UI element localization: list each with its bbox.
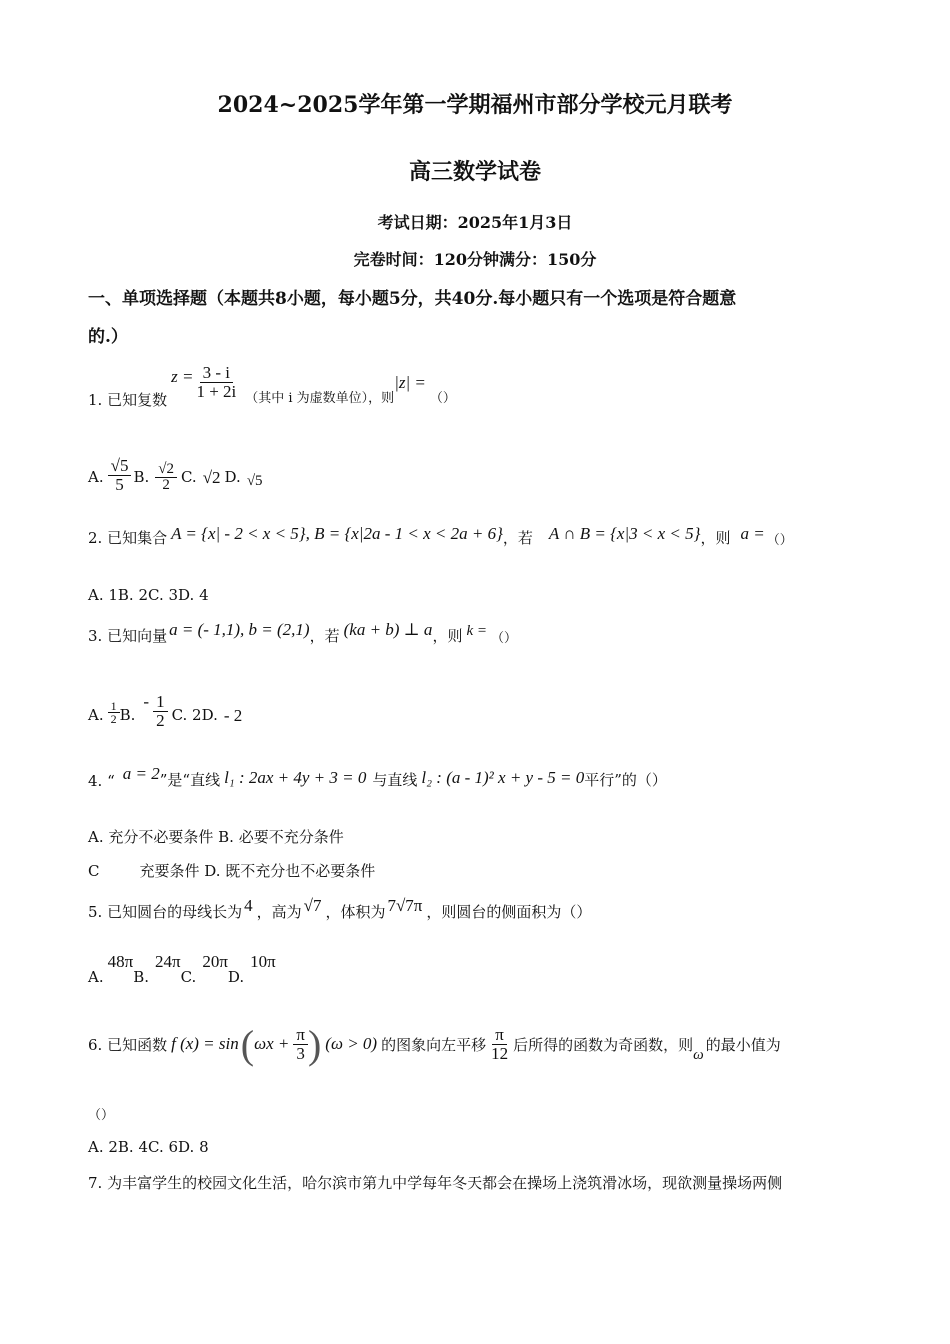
q5-opt-b: B.: [133, 968, 149, 986]
q1-opt-b: B.: [133, 468, 150, 486]
q1-abs: |z| =: [394, 373, 426, 392]
q3-mid: ，若: [309, 627, 340, 645]
exam-subtitle: 高三数学试卷: [408, 159, 541, 185]
q6-paren: （）: [88, 1108, 115, 1123]
q1-opt-d: D.: [224, 468, 241, 486]
q3-opt-a-num: 1: [108, 700, 120, 714]
q3-vectors: a = (- 1,1), b = (2,1): [169, 620, 310, 639]
q4-prefix: 4. “: [88, 772, 115, 790]
q5-volume: 7√7π: [387, 896, 423, 915]
q2-ask: a =: [740, 524, 765, 543]
q5-opt-a: A.: [88, 968, 104, 986]
q6-options: A. 2B. 4C. 6D. 8: [88, 1138, 209, 1156]
q6-end1: 后所得的函数为奇函数，则: [513, 1035, 694, 1054]
q1-opt-c: C.: [180, 468, 197, 486]
q5-opt-a-val: 48π: [107, 952, 134, 971]
q3-opt-c: C. 2D.: [171, 706, 218, 724]
q1-opt-b-den: 2: [162, 477, 170, 494]
q5-prefix: 5. 已知圆台的母线长为: [88, 903, 243, 921]
q3-cond: (ka + b) ⊥ a: [343, 620, 433, 639]
question-6: [88, 1014, 781, 1074]
q1-opt-c-val: √2: [202, 468, 221, 487]
q4-options-line2: [88, 860, 375, 881]
q6-shift-num: π: [492, 1026, 507, 1045]
q6-phase-frac: [293, 1026, 308, 1063]
section-heading-line1: 一、单项选择题（本题共8小题，每小题5分，共40分.每小题只有一个选项是符合题意: [88, 289, 737, 309]
q5-height: √7: [303, 896, 322, 915]
q3-prefix: 3. 已知向量: [88, 627, 168, 645]
section-heading-line2: 的.）: [88, 327, 128, 347]
q3-opt-a: A.: [88, 706, 104, 724]
q2-paren: （）: [766, 533, 793, 548]
q5-options: [88, 952, 276, 986]
q6-left-paren: (: [240, 1021, 255, 1067]
q6-phase-den: 3: [296, 1043, 305, 1063]
q5-mid2: ，体积为: [325, 903, 386, 921]
q3-opt-d-val: - 2: [223, 706, 243, 725]
q3-opt-b-frac: [153, 693, 168, 730]
q5-opt-d: D.: [227, 968, 245, 986]
q4-l2: l₂ : (a - 1)² x + y - 5 = 0: [421, 768, 585, 787]
question-3: [88, 620, 517, 646]
q1-options: [88, 442, 263, 494]
q1-paren: （）: [429, 390, 456, 406]
q1-fraction: [193, 364, 239, 401]
q6-inner: ωx +: [254, 1034, 290, 1053]
q6-shift-den: 12: [491, 1043, 509, 1063]
q3-opt-b-den: 2: [156, 711, 165, 731]
question-7: 7. 为丰富学生的校园文化生活，哈尔滨市第九中学每年冬天都会在操场上浇筑滑冰场，现欲测量操场两侧: [88, 1174, 783, 1192]
q1-opt-a-num: √5: [108, 457, 132, 476]
q2-then: ，则: [700, 529, 731, 547]
q1-opt-a: A.: [88, 468, 104, 486]
q4-option-c: C: [88, 862, 100, 880]
question-5: [88, 896, 591, 922]
q1-z-eq: z =: [171, 367, 194, 386]
q6-shift-frac: [488, 1026, 511, 1063]
q4-l1: l₁ : 2ax + 4y + 3 = 0: [224, 768, 367, 787]
q4-end: 平行”的（）: [584, 771, 667, 789]
q6-cond: (ω > 0): [325, 1034, 378, 1053]
q2-mid: ，若: [502, 529, 533, 547]
q3-opt-b-sign: -: [143, 692, 150, 711]
q1-opt-a-den: 5: [115, 475, 124, 495]
q2-options: A. 1B. 2C. 3D. 4: [88, 586, 209, 604]
q3-opt-b: B.: [119, 706, 136, 724]
q3-opt-a-den: 2: [110, 712, 117, 727]
q4-mid2: 与直线: [372, 771, 418, 789]
q5-end: ，则圆台的侧面积为（）: [426, 903, 592, 921]
q6-mid: 的图象向左平移: [381, 1035, 487, 1054]
exam-time: 完卷时间：120分钟满分：150分: [353, 250, 597, 269]
q3-then: ，则: [432, 627, 463, 645]
q1-opt-b-frac: [155, 462, 177, 495]
q3-options: [88, 680, 242, 730]
q6-prefix: 6. 已知函数: [88, 1035, 168, 1054]
q3-opt-a-frac: [108, 700, 120, 726]
q3-ask: k =: [466, 623, 487, 639]
q6-end2: 的最小值为: [705, 1035, 781, 1054]
question-2: [88, 524, 793, 548]
q6-func: f (x) = sin: [171, 1034, 239, 1053]
q1-opt-d-val: √5: [246, 473, 263, 489]
q3-opt-b-num: 1: [153, 693, 168, 712]
q6-phase-num: π: [293, 1026, 308, 1045]
q5-opt-c: C.: [180, 968, 197, 986]
q3-paren: （）: [490, 631, 517, 646]
q1-opt-b-num: √2: [155, 462, 177, 479]
q5-mid1: ，高为: [256, 903, 302, 921]
q6-right-paren: ): [307, 1021, 322, 1067]
q1-numerator: 3 - i: [200, 364, 233, 383]
q5-slant: 4: [244, 896, 253, 915]
q1-opt-a-frac: [108, 457, 132, 494]
q6-omega: ω: [693, 1046, 704, 1063]
q5-opt-c-val: 20π: [202, 952, 228, 971]
question-4: [88, 764, 667, 790]
q4-options-line1: A. 充分不必要条件 B. 必要不充分条件: [88, 828, 344, 846]
q1-denominator: 1 + 2i: [196, 381, 237, 401]
q5-opt-b-val: 24π: [155, 952, 181, 971]
exam-date: 考试日期：2025年1月3日: [377, 213, 573, 232]
q4-cond: a = 2: [122, 764, 160, 783]
q2-sets: A = {x| - 2 < x < 5}, B = {x|2a - 1 < x < 2a + 6}: [171, 524, 503, 543]
q1-note: （其中 i 为虚数单位），则: [245, 390, 395, 406]
q4-mid1: ”是“直线: [159, 771, 221, 789]
q4-options-line2-rest: 充要条件 D. 既不充分也不必要条件: [139, 862, 376, 880]
exam-title: 2024~2025学年第一学期福州市部分学校元月联考: [217, 92, 733, 118]
q1-prefix: 1. 已知复数: [88, 390, 168, 409]
q2-prefix: 2. 已知集合: [88, 529, 168, 547]
question-1: [88, 355, 456, 415]
q2-cond: A ∩ B = {x|3 < x < 5}: [548, 524, 701, 543]
q5-opt-d-val: 10π: [250, 952, 276, 971]
